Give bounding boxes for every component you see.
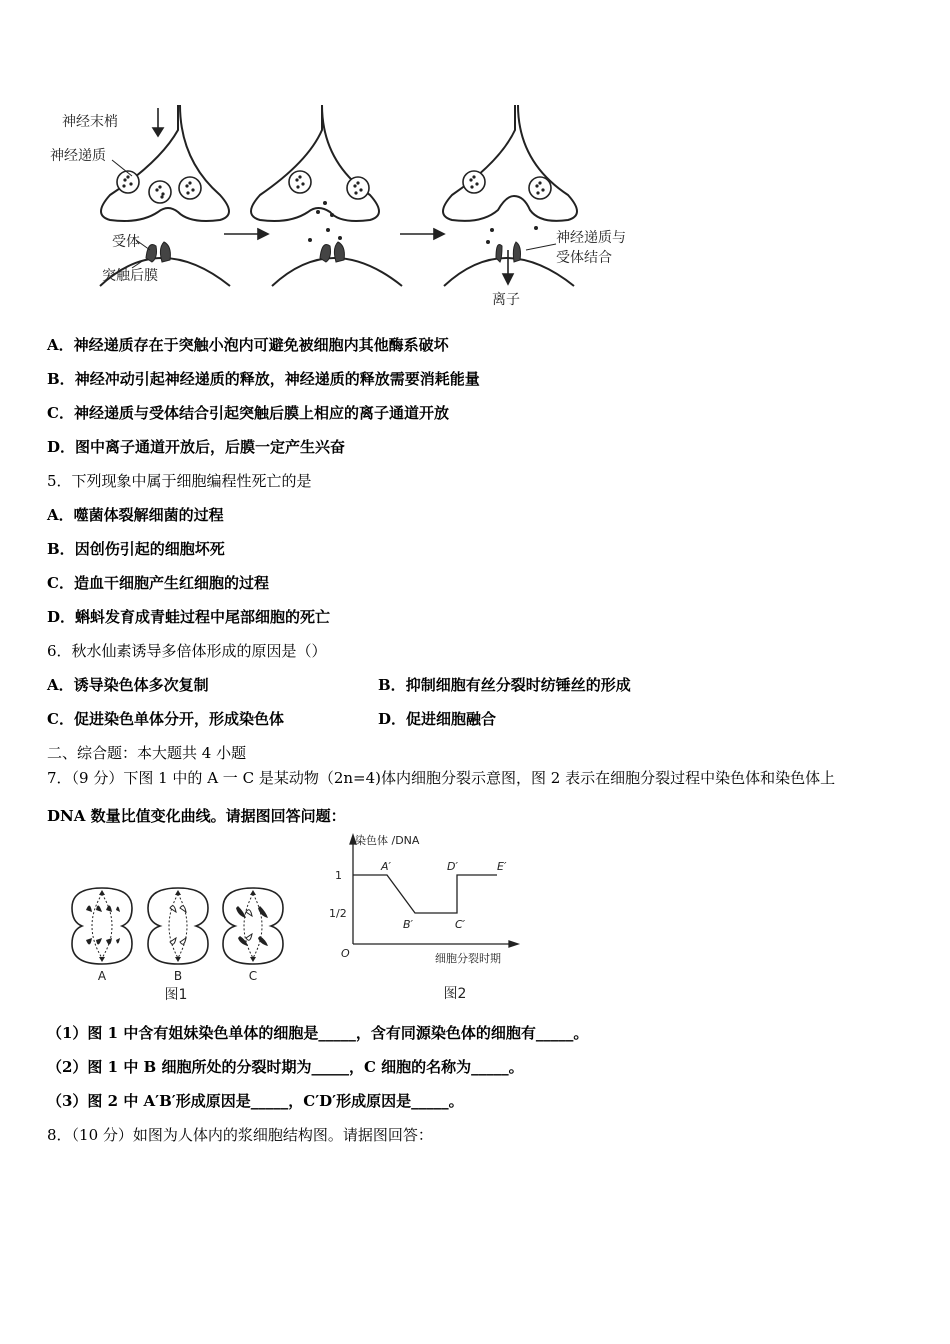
label-neurotransmitter: 神经递质	[50, 148, 106, 164]
q7-stem-line1: 7．（9 分）下图 1 中的 A 一 C 是某动物（2n=4)体内细胞分裂示意图，图 2 表示在细胞分裂过程中染色体和染色体上	[47, 769, 836, 787]
y-tick-half: 1/2	[329, 907, 347, 920]
point-a-label: A′	[381, 860, 392, 873]
cell-b-outline	[148, 888, 208, 964]
figure-2-chart	[325, 832, 540, 1004]
x-axis-label: 细胞分裂时期	[435, 952, 501, 965]
q6-option-a: A．诱导染色体多次复制	[47, 676, 209, 694]
label-binding-1: 神经递质与	[556, 230, 626, 246]
q6-option-d: D．促进细胞融合	[378, 710, 497, 728]
axon-terminal-3	[443, 105, 577, 221]
q7-stem-line2: DNA 数量比值变化曲线。请据图回答问题：	[47, 807, 346, 825]
section-heading: 二、综合题：本大题共 4 小题	[47, 744, 247, 762]
q7-subquestion-3: （3）图 2 中 A′B′形成原因是_____，C′D′形成原因是_____。	[47, 1092, 464, 1110]
q4-option-c: C．神经递质与受体结合引起突触后膜上相应的离子通道开放	[47, 404, 449, 422]
q5-option-d: D．蝌蚪发育成青蛙过程中尾部细胞的死亡	[47, 608, 331, 626]
cell-a-outline	[72, 888, 132, 964]
q6-stem: 6．秋水仙素诱导多倍体形成的原因是（）	[47, 642, 327, 660]
y-tick-1: 1	[335, 869, 342, 882]
q7-subquestion-2: （2）图 1 中 B 细胞所处的分裂时期为_____，C 细胞的名称为_____。	[47, 1058, 524, 1076]
q6-option-b: B．抑制细胞有丝分裂时纺锤丝的形成	[378, 676, 631, 694]
cell-a-label: A	[97, 969, 107, 983]
label-postsynaptic-membrane: 突触后膜	[102, 268, 158, 284]
y-axis-label: 染色体 /DNA	[355, 834, 420, 847]
axon-terminal-2	[251, 105, 379, 221]
q4-option-b: B．神经冲动引起神经递质的释放，神经递质的释放需要消耗能量	[47, 370, 480, 388]
figure-1-cells	[60, 880, 310, 1005]
q6-option-c: C．促进染色单体分开，形成染色体	[47, 710, 284, 728]
point-c-label: C′	[455, 918, 466, 931]
point-d-label: D′	[447, 860, 458, 873]
q7-subquestion-1: （1）图 1 中含有姐妹染色单体的细胞是_____，含有同源染色体的细胞有_____。	[47, 1024, 589, 1042]
q5-option-a: A．噬菌体裂解细菌的过程	[47, 506, 224, 524]
origin-label: O	[341, 947, 350, 960]
q5-stem: 5．下列现象中属于细胞编程性死亡的是	[47, 472, 312, 490]
label-ion: 离子	[492, 292, 520, 308]
label-nerve-ending: 神经末梢	[62, 114, 118, 130]
label-receptor: 受体	[112, 234, 140, 250]
label-binding-2: 受体结合	[556, 250, 612, 266]
ratio-curve	[353, 875, 497, 913]
q5-option-c: C．造血干细胞产生红细胞的过程	[47, 574, 269, 592]
point-b-label: B′	[403, 918, 414, 931]
figure-1-caption: 图1	[164, 987, 188, 1003]
q8-stem: 8．（10 分）如图为人体内的浆细胞结构图。请据图回答：	[47, 1126, 433, 1144]
point-e-label: E′	[497, 860, 507, 873]
cell-c-label: C	[248, 969, 258, 983]
figure-2-caption: 图2	[443, 986, 467, 1002]
cell-b-label: B	[173, 969, 183, 983]
axon-terminal-1	[101, 105, 229, 221]
cell-c-outline	[223, 888, 283, 964]
q5-option-b: B．因创伤引起的细胞坏死	[47, 540, 225, 558]
q4-option-d: D．图中离子通道开放后，后膜一定产生兴奋	[47, 438, 346, 456]
synapse-figure	[40, 100, 680, 310]
synaptic-vesicles	[117, 171, 551, 203]
q4-option-a: A．神经递质存在于突触小泡内可避免被细胞内其他酶系破坏	[47, 336, 449, 354]
